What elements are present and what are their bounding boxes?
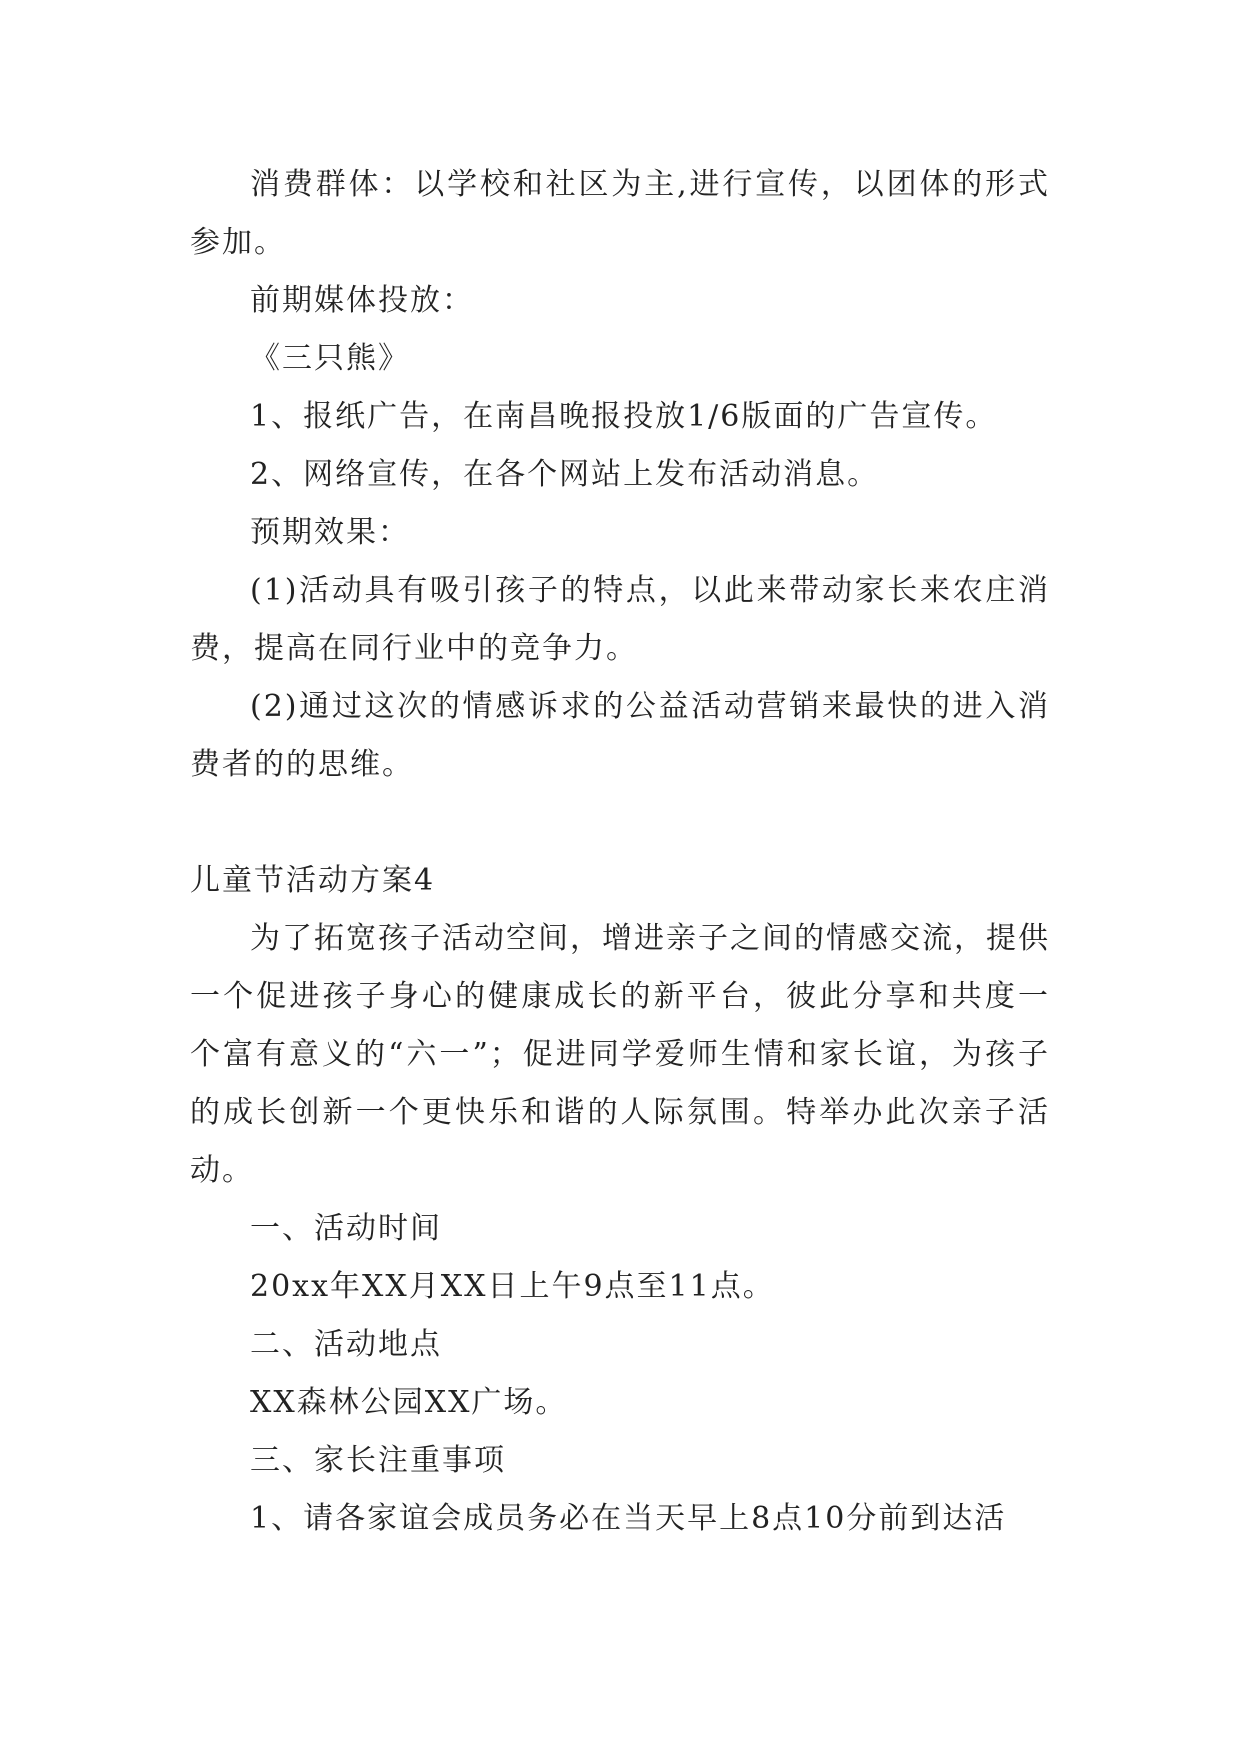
section-heading: 儿童节活动方案4: [190, 863, 436, 898]
paragraph-time: 20xx年XX月XX日上午9点至11点。: [250, 1269, 775, 1304]
paragraph-location: XX森林公园XX广场。: [250, 1385, 568, 1420]
paragraph-media-label: 前期媒体投放：: [250, 283, 474, 318]
paragraph-book-title: 《三只熊》: [250, 341, 410, 376]
paragraph-consumer-group: 消费群体：以学校和社区为主,进行宣传，以团体的形式参加。: [190, 167, 1050, 260]
paragraph-location-heading: 二、活动地点: [250, 1327, 442, 1362]
document-body: [190, 156, 1050, 1548]
paragraph-time-heading: 一、活动时间: [250, 1211, 442, 1246]
paragraph-expected-effect-label: 预期效果：: [250, 515, 410, 550]
paragraph-note-1: 1、请各家谊会成员务必在当天早上8点10分前到达活: [250, 1501, 1007, 1536]
paragraph-notes-heading: 三、家长注重事项: [250, 1443, 506, 1478]
paragraph-online-promo: 2、网络宣传，在各个网站上发布活动消息。: [250, 457, 880, 492]
paragraph-newspaper-ad: 1、报纸广告，在南昌晚报投放1/6版面的广告宣传。: [250, 399, 998, 434]
paragraph-effect-1: (1)活动具有吸引孩子的特点，以此来带动家长来农庄消费，提高在同行业中的竞争力。: [190, 573, 1050, 666]
paragraph-effect-2: (2)通过这次的情感诉求的公益活动营销来最快的进入消费者的的思维。: [190, 689, 1050, 782]
paragraph-intro: 为了拓宽孩子活动空间，增进亲子之间的情感交流，提供一个促进孩子身心的健康成长的新平台，彼此分享和共度一个富有意义的“六一”；促进同学爱师生情和家长谊，为孩子的成长创新一个更快乐和谐的人际氛围。特举办此次亲子活动。: [190, 921, 1050, 1188]
